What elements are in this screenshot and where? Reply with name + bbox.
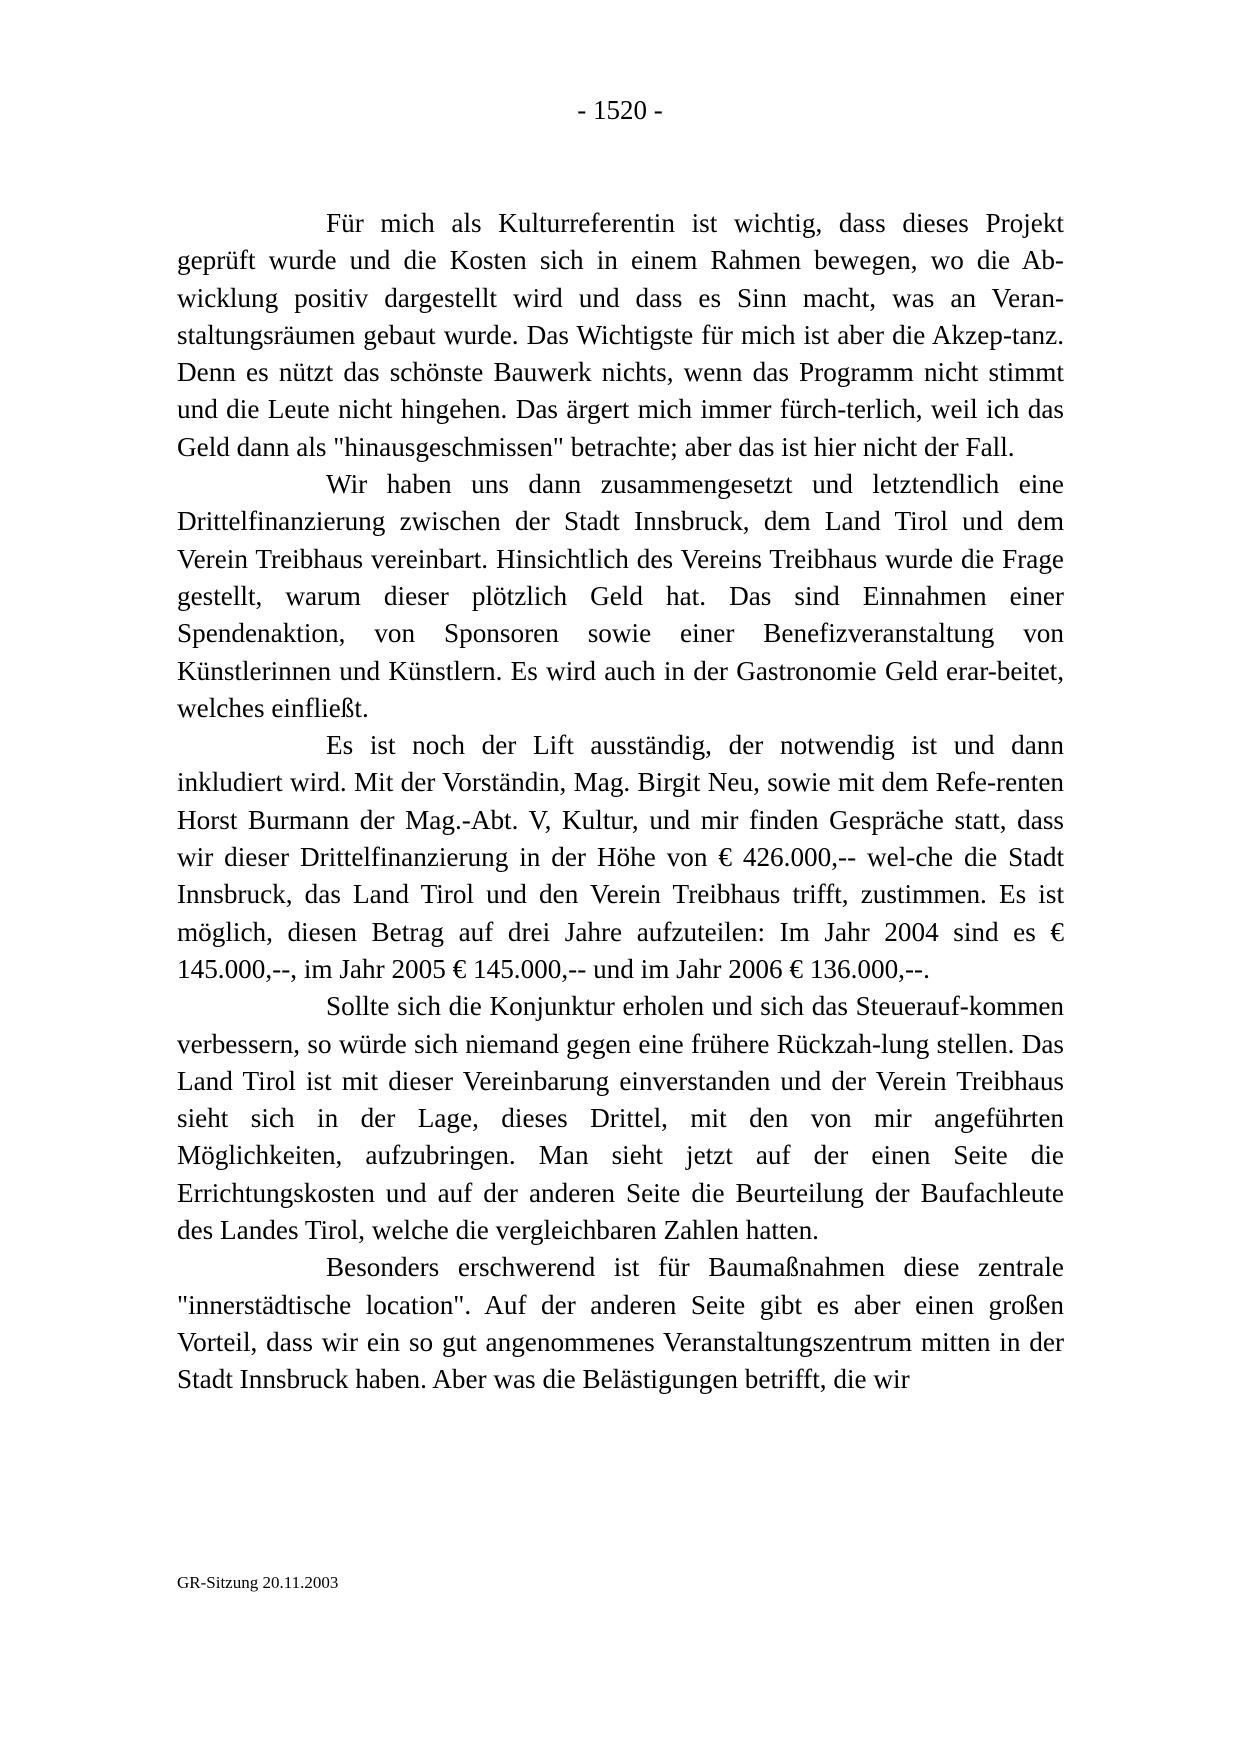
body-text [177, 205, 1064, 1399]
footer-session-date: GR-Sitzung 20.11.2003 [177, 1573, 339, 1592]
paragraph: Für mich als Kulturreferentin ist wichtig, dass dieses Projekt geprüft wurde und die Kosten sich in einem Rahmen bewegen, wo die Ab-wicklung positiv dargestellt wird und dass es Sinn macht, was an Veran-staltungsräumen gebaut wurde. Das Wichtigste für mich ist aber die Akzep-tanz. Denn es nützt das schönste Bauwerk nichts, wenn das Programm nicht stimmt und die Leute nicht hingehen. Das ärgert mich immer fürch-terlich, weil ich das Geld dann als "hinausgeschmissen" betrachte; aber das ist hier nicht der Fall. [177, 208, 1064, 462]
paragraph: Besonders erschwerend ist für Baumaßnahmen diese zentrale "innerstädtische location". Auf der anderen Seite gibt es aber einen großen Vorteil, dass wir ein so gut angenommenes Veranstaltungszentrum mitten in der Stadt Innsbruck haben. Aber was die Belästigungen betrifft, die wir [177, 1252, 1064, 1395]
paragraph: Sollte sich die Konjunktur erholen und sich das Steuerauf-kommen verbessern, so würde sich niemand gegen eine frühere Rückzah-lung stellen. Das Land Tirol ist mit dieser Vereinbarung einverstanden und der Verein Treibhaus sieht sich in der Lage, dieses Drittel, mit den von mir angeführten Möglichkeiten, aufzubringen. Man sieht jetzt auf der einen Seite die Errichtungskosten und auf der anderen Seite die Beurteilung der Baufachleute des Landes Tirol, welche die vergleichbaren Zahlen hatten. [177, 991, 1064, 1246]
paragraph: Es ist noch der Lift ausständig, der notwendig ist und dann inkludiert wird. Mit der Vorständin, Mag. Birgit Neu, sowie mit dem Refe-renten Horst Burmann der Mag.-Abt. V, Kultur, und mir finden Gespräche statt, dass wir dieser Drittelfinanzierung in der Höhe von € 426.000,-- wel-che die Stadt Innsbruck, das Land Tirol und den Verein Treibhaus trifft, zustimmen. Es ist möglich, diesen Betrag auf drei Jahre aufzuteilen: Im Jahr 2004 sind es € 145.000,--, im Jahr 2005 € 145.000,-- und im Jahr 2006 € 136.000,--. [177, 730, 1064, 984]
paragraph: Wir haben uns dann zusammengesetzt und letztendlich eine Drittelfinanzierung zwischen der Stadt Innsbruck, dem Land Tirol und dem Verein Treibhaus vereinbart. Hinsichtlich des Vereins Treibhaus wurde die Frage gestellt, warum dieser plötzlich Geld hat. Das sind Einnahmen einer Spendenaktion, von Sponsoren sowie einer Benefizveranstaltung von Künstlerinnen und Künstlern. Es wird auch in der Gastronomie Geld erar-beitet, welches einfließt. [177, 469, 1064, 723]
page-number: - 1520 - [577, 95, 663, 125]
